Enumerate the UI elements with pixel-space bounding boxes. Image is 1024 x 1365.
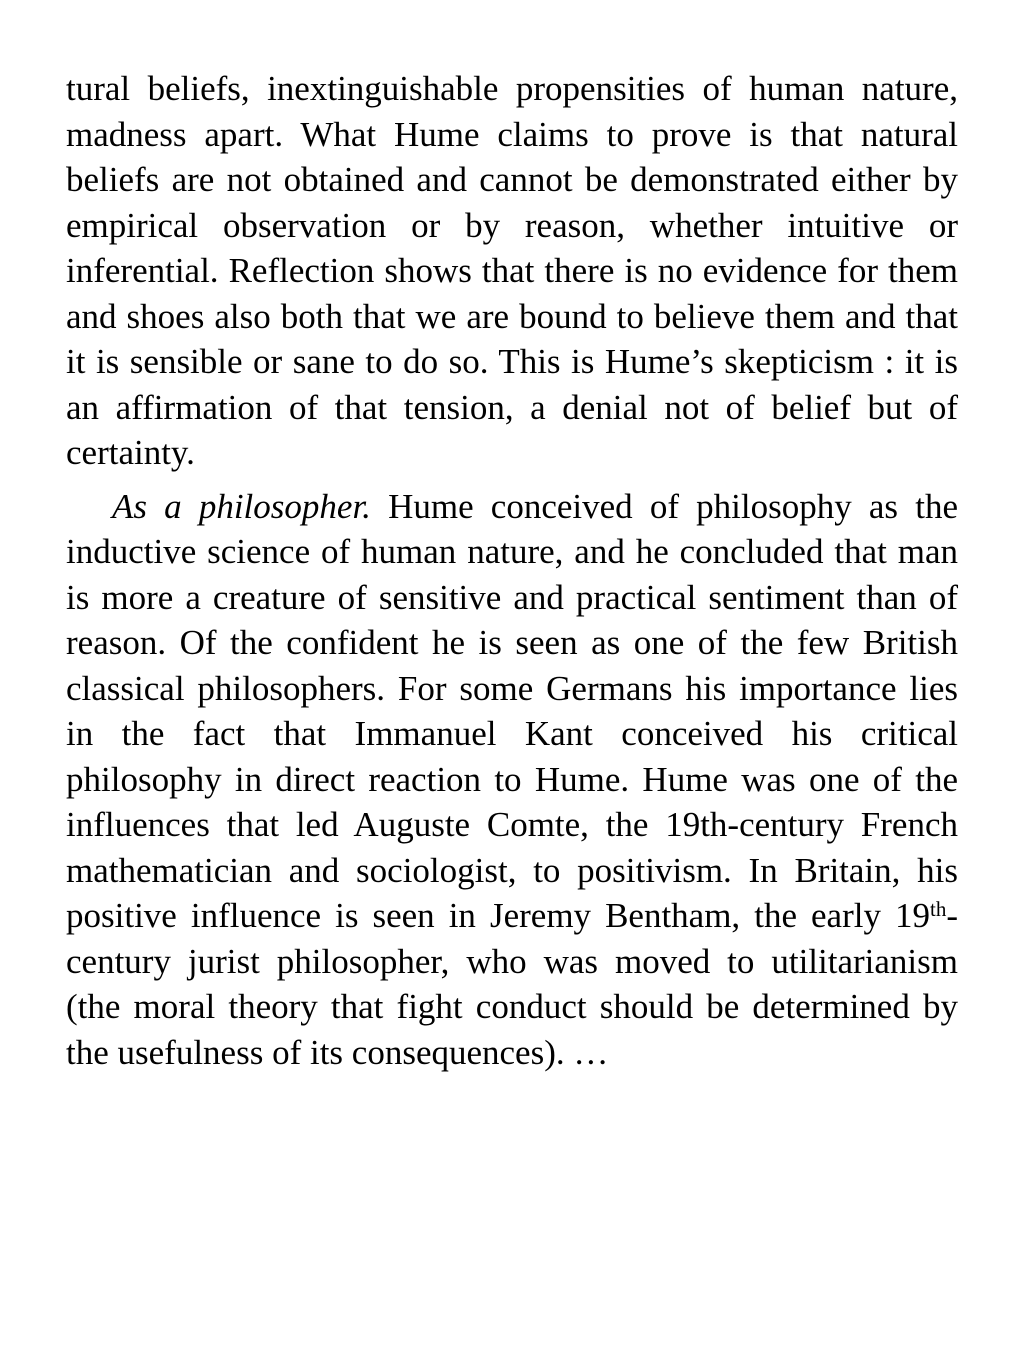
paragraph-text: tural beliefs, inextinguishable propensities of human nature, madness apart. What Hume claims to prove is that natural beliefs are not obtained and cannot be demonstrated either by empirical observation or by reason, whether intuitive or inferential. Reflection shows that there is no evidence for them and shoes also both that we are bound to believe them and that it is sensible or sane to do so. This is Hume’s skepticism : it is an affirmation of that tension, a denial not of belief but of certainty. xyxy=(66,69,958,472)
document-page xyxy=(66,66,958,1075)
paragraph-natural-beliefs xyxy=(66,66,958,476)
ordinal-superscript: th xyxy=(930,897,947,922)
paragraph-as-a-philosopher xyxy=(66,484,958,1076)
paragraph-text-part1: Hume conceived of philosophy as the inductive science of human nature, and he concluded that man is more a creature of sensitive and practical sentiment than of reason. Of the confident he is seen as one of the few British classical philosophers. For some Germans his importance lies in the fact that Immanuel Kant conceived his critical philosophy in direct reaction to Hume. Hume was one of the influences that led Auguste Comte, the 19th-century French mathematician and sociologist, to positivism. In Britain, his positive influence is seen in Jeremy Bentham, the early 19 xyxy=(66,486,958,935)
paragraph-lead-italic: As a philosopher. xyxy=(112,486,371,526)
paragraph-text-part2: -century jurist philosopher, who was moved to utilitarianism (the moral theory that fight conduct should be determined by the usefulness of its consequences). … xyxy=(66,896,958,1072)
